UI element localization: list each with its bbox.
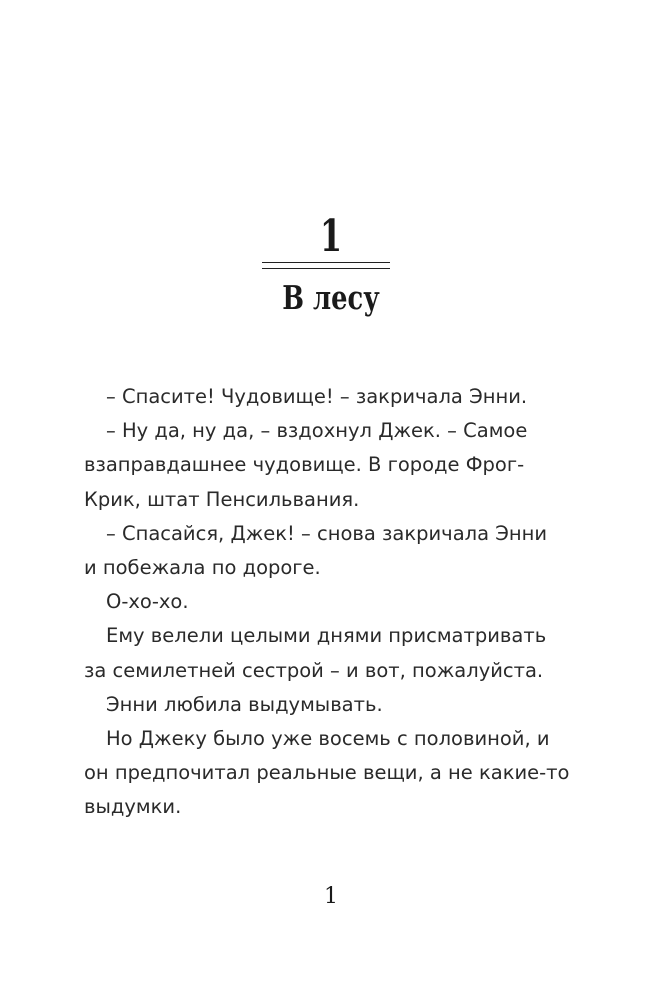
page-number: 1 xyxy=(324,884,338,909)
text-line: Ему велели целыми днями присматривать xyxy=(106,624,547,648)
chapter-number: 1 xyxy=(319,211,343,262)
chapter-title: В лесу xyxy=(282,278,380,317)
body-text xyxy=(84,380,570,825)
chapter-rule-top xyxy=(262,262,390,263)
text-line: – Ну да, ну да, – вздохнул Джек. – Самое xyxy=(106,419,528,443)
text-line: взаправдашнее чудовище. В городе Фрог- xyxy=(84,453,525,477)
text-line: – Спасайся, Джек! – снова закричала Энни xyxy=(106,521,548,545)
text-line: он предпочитал реальные вещи, а не какие-то xyxy=(84,761,570,785)
text-line: и побежала по дороге. xyxy=(84,556,321,580)
text-line: выдумки. xyxy=(84,795,182,819)
text-line: – Спасите! Чудовище! – закричала Энни. xyxy=(106,385,528,408)
text-line: Крик, штат Пенсильвания. xyxy=(84,487,360,511)
text-line: Но Джеку было уже восемь с половиной, и xyxy=(106,727,550,751)
text-line: О-хо-хо. xyxy=(106,590,189,614)
text-line: за семилетней сестрой – и вот, пожалуйста. xyxy=(84,658,544,682)
chapter-rule-bottom xyxy=(262,268,390,269)
text-line: Энни любила выдумывать. xyxy=(106,692,383,716)
